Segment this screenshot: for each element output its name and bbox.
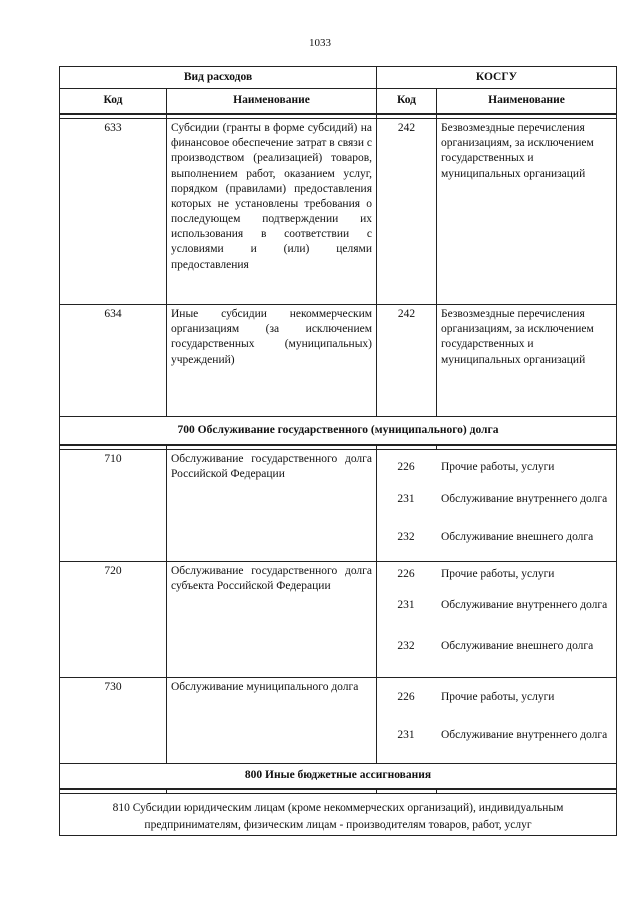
kosgu-code: 226 [397,690,415,703]
header-kosgu-name: Наименование [437,89,617,115]
section-row [60,417,617,445]
kosgu-code: 232 [397,639,415,652]
row-code: 634 [60,305,167,417]
row-810: 810 Субсидии юридическим лицам (кроме некоммерческих организаций), индивидуальным предпринимателям, физическим лицам - производителям товаров, работ, услуг [60,794,617,836]
row-kosgu-name: Безвозмездные перечисления организациям, за исключением государственных и муниципальных организаций [437,305,617,417]
header-kosgu-code: Код [377,89,437,115]
kosgu-name: Обслуживание внешнего долга [441,639,594,652]
kosgu-code: 226 [397,460,415,473]
table-row [60,119,617,305]
row-name: Субсидии (гранты в форме субсидий) на финансовое обеспечение затрат в связи с производством (реализацией) товаров, выполнением работ, оказанием услуг, порядком (правилами) предоставления которых не установлены требования о последующем подтверждении их использования в соответствии с условиями и (или) целями предоставления [167,119,377,305]
kosgu-name: Обслуживание внутреннего долга [441,728,608,741]
row-kosgu-name: Безвозмездные перечисления организациям, за исключением государственных и муниципальных организаций [437,119,617,305]
section-row [60,763,617,789]
header-name: Наименование [167,89,377,115]
table-row [60,449,617,561]
section-700-title: 700 Обслуживание государственного (муниципального) долга [60,417,617,445]
kosgu-code: 231 [397,492,415,505]
kosgu-code: 231 [397,598,415,611]
header-row-columns [60,89,617,115]
table-row [60,794,617,836]
table-row [60,677,617,763]
row-kosgu-code: 242 [377,119,437,305]
expense-table [59,66,617,836]
header-expense-type: Вид расходов [60,67,377,89]
table-row [60,561,617,677]
table-row [60,305,617,417]
row-code: 720 [60,561,167,677]
row-name: Обслуживание государственного долга субъекта Российской Федерации [167,561,377,677]
row-kosgu-code: 242 [377,305,437,417]
header-kosgu: КОСГУ [377,67,617,89]
kosgu-name: Обслуживание внутреннего долга [441,598,608,611]
kosgu-name: Обслуживание внешнего долга [441,530,594,543]
page-number: 1033 [309,37,331,49]
row-name: Обслуживание муниципального долга [167,677,377,763]
row-name: Обслуживание государственного долга Российской Федерации [167,449,377,561]
header-code: Код [60,89,167,115]
kosgu-code: 231 [397,728,415,741]
kosgu-name: Обслуживание внутреннего долга [441,492,608,505]
row-code: 730 [60,677,167,763]
header-row-groups [60,67,617,89]
kosgu-code: 226 [397,567,415,580]
row-code: 633 [60,119,167,305]
kosgu-name: Прочие работы, услуги [441,567,555,580]
kosgu-name: Прочие работы, услуги [441,690,555,703]
section-800-title: 800 Иные бюджетные ассигнования [60,763,617,789]
row-name: Иные субсидии некоммерческим организациям (за исключением государственных (муниципальных) учреждений) [167,305,377,417]
row-code: 710 [60,449,167,561]
kosgu-code: 232 [397,530,415,543]
kosgu-name: Прочие работы, услуги [441,460,555,473]
